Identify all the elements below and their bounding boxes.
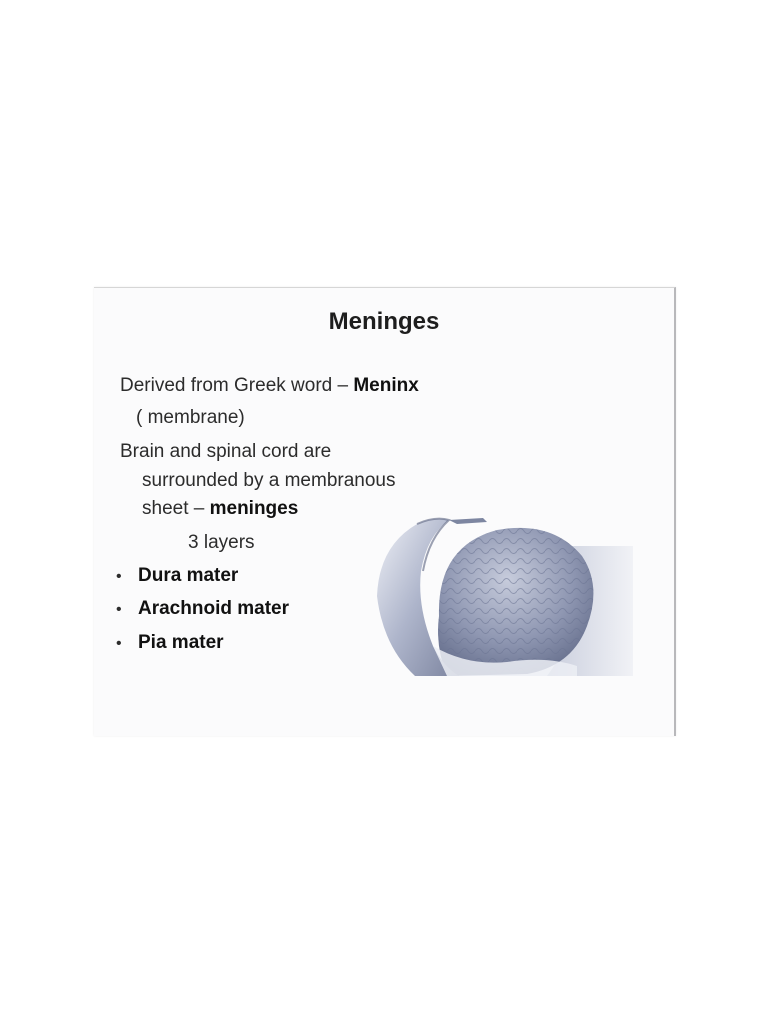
bullet-icon: • [116, 601, 122, 618]
description-text: sheet – [142, 498, 210, 519]
definition-term: Meninx [353, 375, 419, 396]
definition-line [120, 375, 419, 397]
layers-count: 3 layers [188, 532, 255, 553]
description-line-2: surrounded by a membranous [142, 470, 396, 491]
slide [94, 287, 676, 736]
description-line-3 [142, 498, 298, 520]
bullet-label: Arachnoid mater [138, 598, 289, 619]
bullet-icon: • [116, 635, 122, 652]
bullet-item [116, 565, 238, 587]
bullet-label: Pia mater [138, 632, 224, 653]
bullet-label: Dura mater [138, 565, 239, 586]
bullet-item [116, 632, 224, 654]
definition-text: Derived from Greek word – [120, 375, 354, 396]
slide-title: Meninges [328, 308, 440, 335]
definition-meaning: ( membrane) [136, 407, 245, 428]
bullet-icon: • [116, 568, 122, 585]
description-term: meninges [209, 498, 299, 519]
brain-meninges-photo-icon [377, 516, 633, 678]
bullet-item [116, 598, 289, 620]
description-line-1: Brain and spinal cord are [120, 441, 332, 462]
